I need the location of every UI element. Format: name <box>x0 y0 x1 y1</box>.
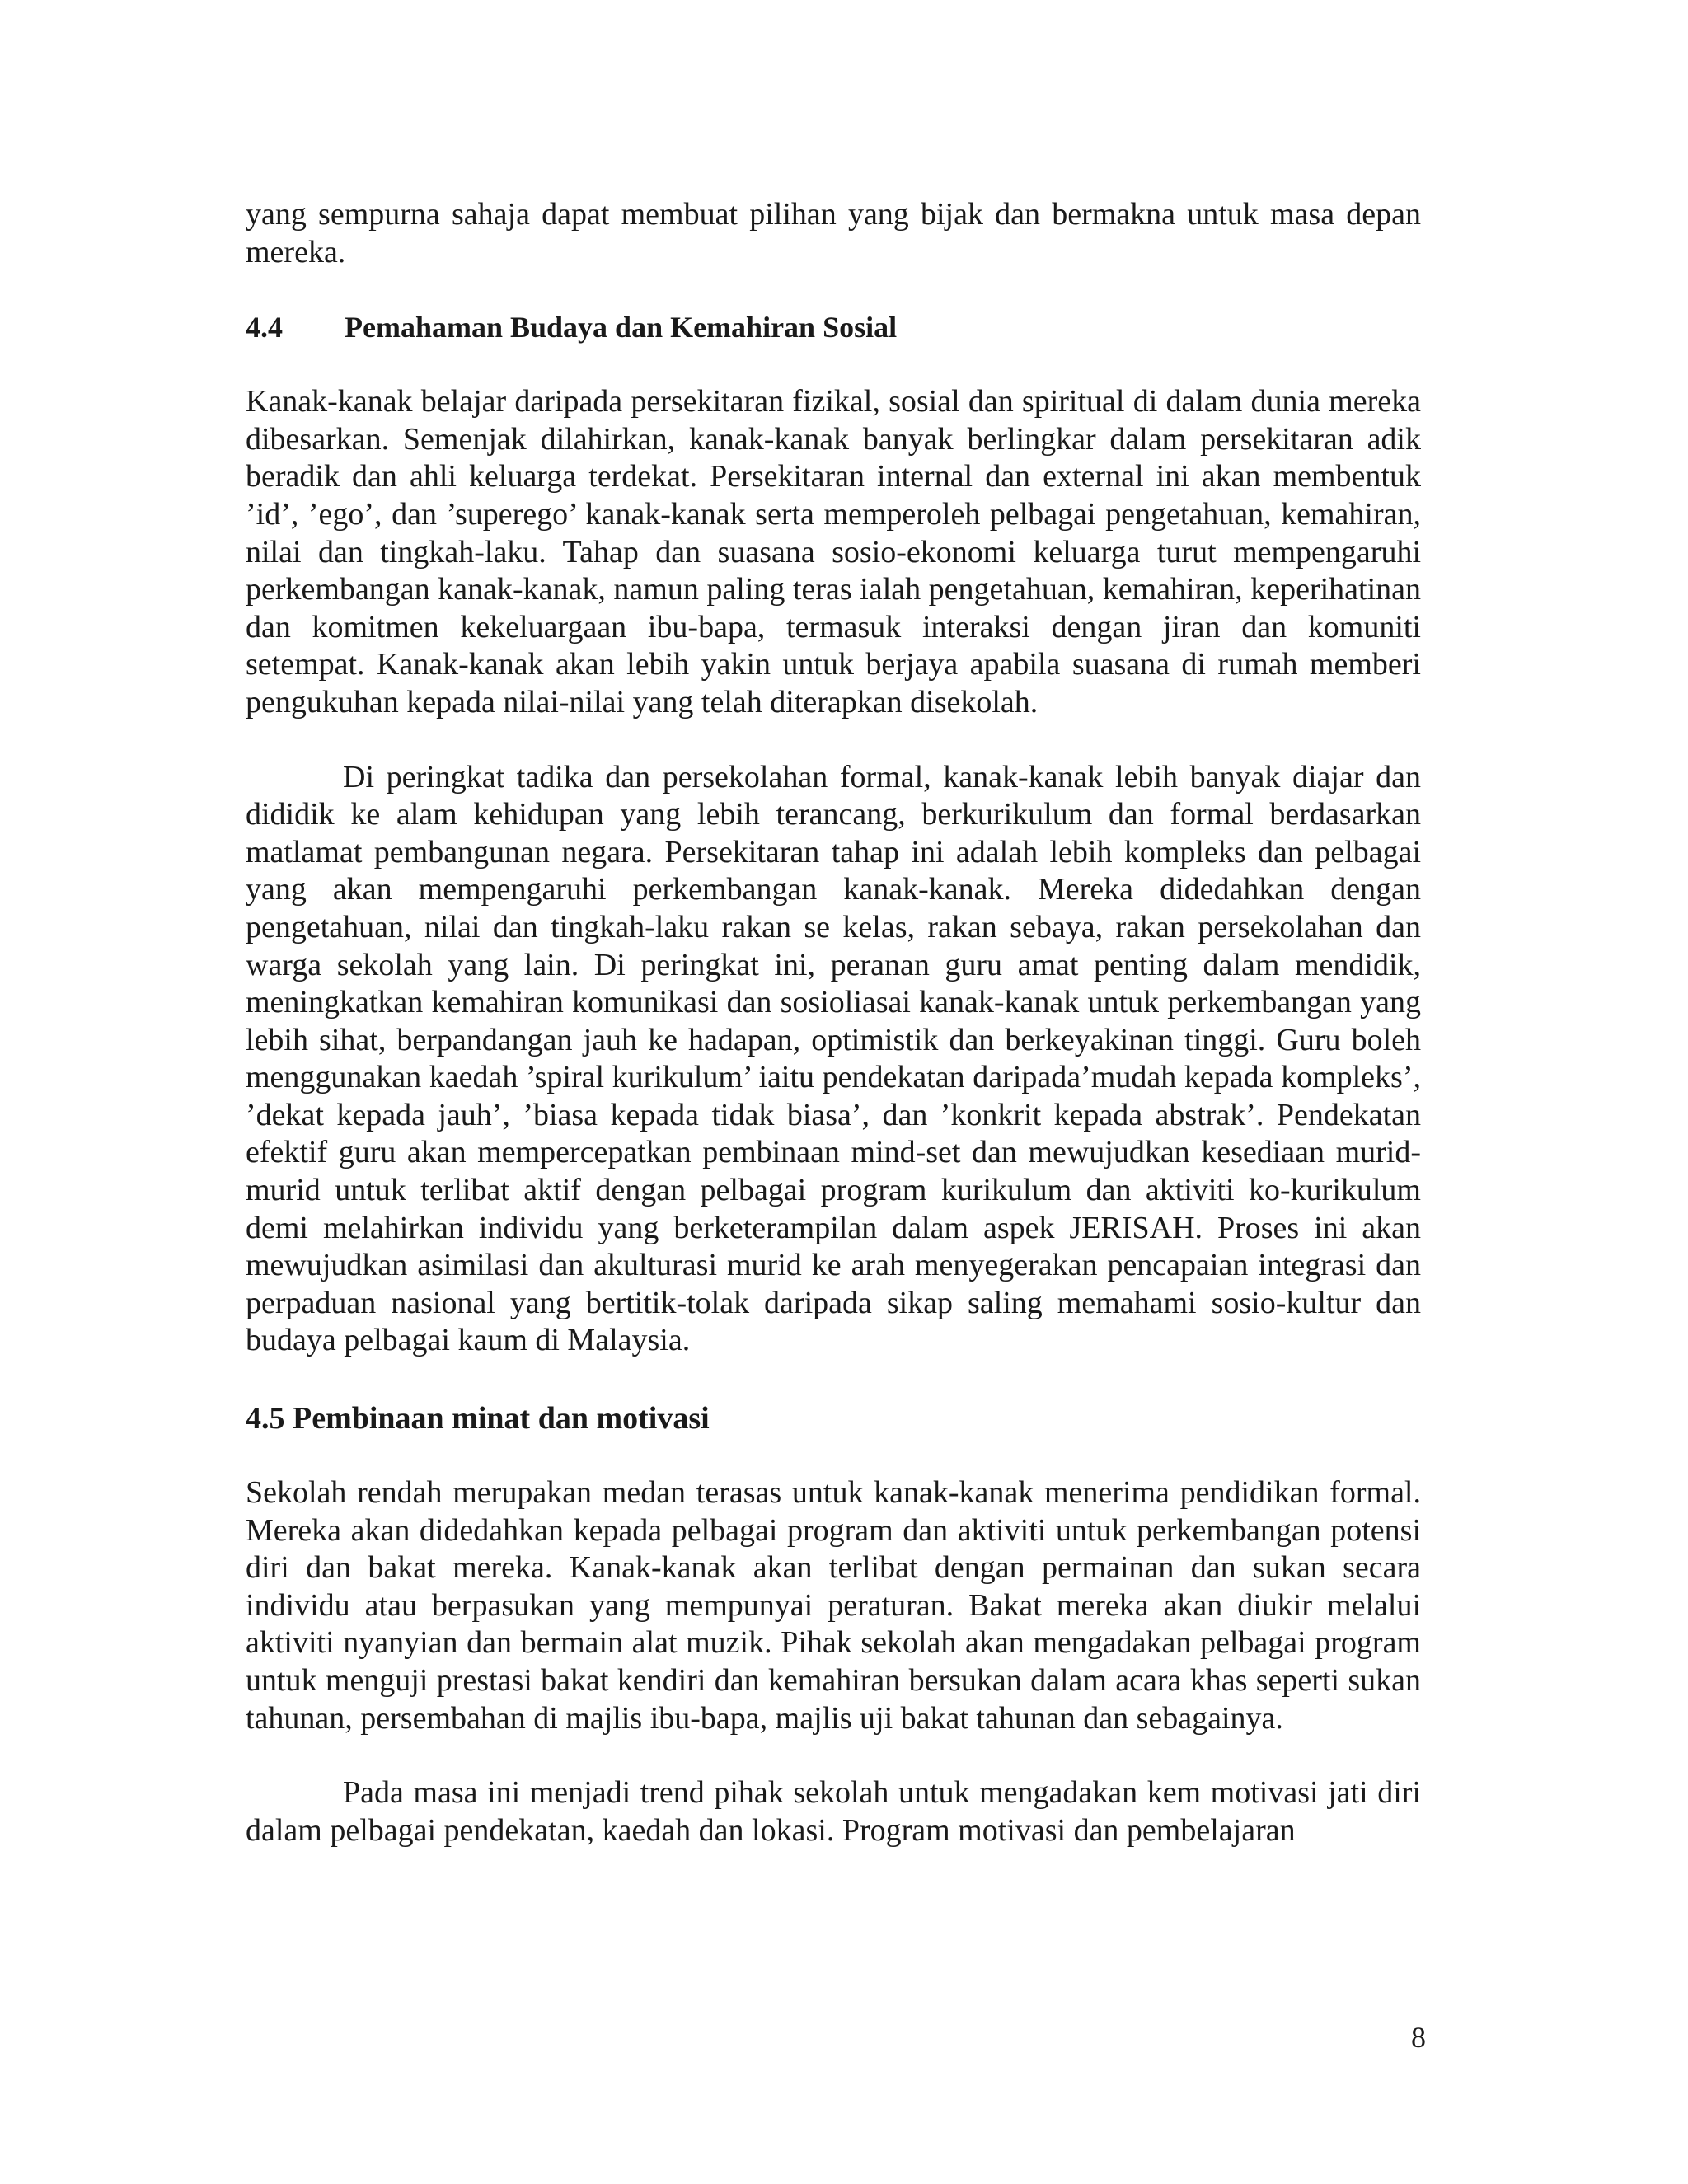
section-title: Pemahaman Budaya dan Kemahiran Sosial <box>345 311 898 344</box>
section-heading-4-5: 4.5 Pembinaan minat dan motivasi <box>246 1401 710 1436</box>
paragraph-motivation-camps: Pada masa ini menjadi trend pihak sekolah untuk mengadakan kem motivasi jati diri dalam pelbagai pendekatan, kaedah dan lokasi. Program motivasi dan pembelajaran <box>246 1775 1421 1848</box>
section-heading-4-4 <box>246 308 1421 346</box>
document-page <box>246 196 1421 1849</box>
section-number: 4.4 <box>246 311 283 344</box>
paragraph-formal-schooling: Di peringkat tadika dan persekolahan formal, kanak-kanak lebih banyak diajar dan dididik ke alam kehidupan yang lebih terancang, berkurikulum dan formal berdasarkan matlamat pembangunan negara. Persekitaran tahap ini adalah lebih kompleks dan pelbagai yang akan mempengaruhi perkembangan kanak-kanak. Mereka didedahkan dengan pengetahuan, nilai dan tingkah-laku rakan se kelas, rakan sebaya, rakan persekolahan dan warga sekolah yang lain. Di peringkat ini, peranan guru amat penting dalam mendidik, meningkatkan kemahiran komunikasi dan sosioliasai kanak-kanak untuk perkembangan yang lebih sihat, berpandangan jauh ke hadapan, optimistik dan berkeyakinan tinggi. Guru boleh menggunakan kaedah ’spiral kurikulum’ iaitu pendekatan daripada’mudah kepada kompleks’, ’dekat kepada jauh’, ’biasa kepada tidak biasa’, dan ’konkrit kepada abstrak’. Pendekatan efektif guru akan mempercepatkan pembinaan mind-set dan mewujudkan kesediaan murid-murid untuk terlibat aktif dengan pelbagai program kurikulum dan aktiviti ko-kurikulum demi melahirkan individu yang berketerampilan dalam aspek JERISAH. Proses ini akan mewujudkan asimilasi dan akulturasi murid ke arah menyegerakan pencapaian integrasi dan perpaduan nasional yang bertitik-tolak daripada sikap saling memahami sosio-kultur dan budaya pelbagai kaum di Malaysia. <box>246 759 1421 1358</box>
paragraph-cultural-understanding: Kanak-kanak belajar daripada persekitaran fizikal, sosial dan spiritual di dalam dunia mereka dibesarkan. Semenjak dilahirkan, kanak-kanak banyak berlingkar dalam persekitaran adik beradik dan ahli keluarga terdekat. Persekitaran internal dan external ini akan membentuk ’id’, ’ego’, dan ’superego’ kanak-kanak serta memperoleh pelbagai pengetahuan, kemahiran, nilai dan tingkah-laku. Tahap dan suasana sosio-ekonomi keluarga turut mempengaruhi perkembangan kanak-kanak, namun paling teras ialah pengetahuan, kemahiran, keperihatinan dan komitmen kekeluargaan ibu-bapa, termasuk interaksi dengan jiran dan komuniti setempat. Kanak-kanak akan lebih yakin untuk berjaya apabila suasana di rumah memberi pengukuhan kepada nilai-nilai yang telah diterapkan disekolah. <box>246 384 1421 719</box>
paragraph-continued: yang sempurna sahaja dapat membuat pilihan yang bijak dan bermakna untuk masa depan mereka. <box>246 197 1421 269</box>
page-number: 8 <box>1411 2021 1426 2054</box>
paragraph-primary-school: Sekolah rendah merupakan medan terasas untuk kanak-kanak menerima pendidikan formal. Mereka akan didedahkan kepada pelbagai program dan aktiviti untuk perkembangan potensi diri dan bakat mereka. Kanak-kanak akan terlibat dengan permainan dan sukan secara individu atau berpasukan yang mempunyai peraturan. Bakat mereka akan diukir melalui aktiviti nyanyian dan bermain alat muzik. Pihak sekolah akan mengadakan pelbagai program untuk menguji prestasi bakat kendiri dan kemahiran bersukan dalam acara khas seperti sukan tahunan, persembahan di majlis ibu-bapa, majlis uji bakat tahunan dan sebagainya. <box>246 1475 1421 1736</box>
